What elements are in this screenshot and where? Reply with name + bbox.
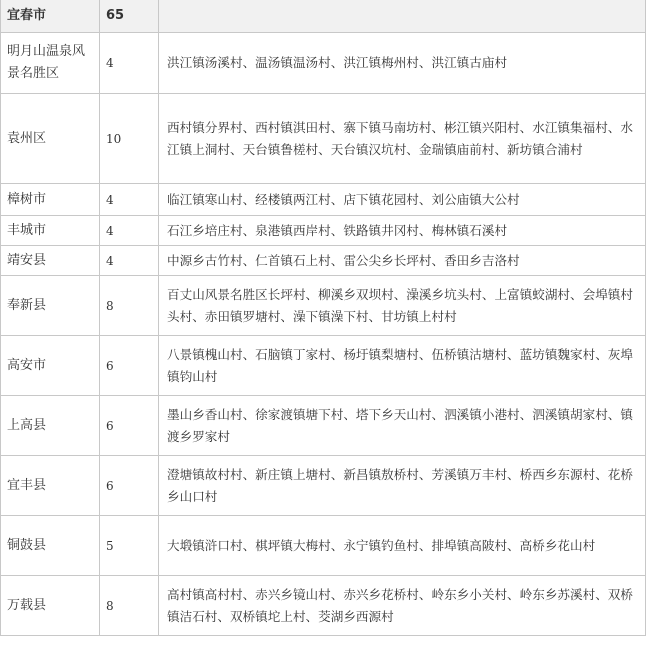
village-list-cell: 石江乡培庄村、泉港镇西岸村、铁路镇井冈村、梅林镇石溪村 (159, 216, 646, 246)
village-count-cell: 10 (100, 94, 159, 184)
district-name-cell: 奉新县 (1, 276, 100, 336)
table-row (1, 336, 646, 396)
district-name-cell: 高安市 (1, 336, 100, 396)
village-count-cell: 5 (100, 516, 159, 576)
city-summary-row (1, 0, 646, 33)
table-row (1, 456, 646, 516)
table-row (1, 216, 646, 246)
village-count-cell: 4 (100, 184, 159, 216)
table-row (1, 576, 646, 636)
village-count-cell: 4 (100, 246, 159, 276)
village-list-cell: 百丈山风景名胜区长坪村、柳溪乡双坝村、澡溪乡坑头村、上富镇蛟湖村、会埠镇村头村、赤田镇罗塘村、澡下镇澡下村、甘坊镇上村村 (159, 276, 646, 336)
district-name-cell: 袁州区 (1, 94, 100, 184)
table-row (1, 94, 646, 184)
table-row (1, 184, 646, 216)
village-list-cell: 大塅镇浒口村、棋坪镇大梅村、永宁镇钓鱼村、排埠镇高陂村、高桥乡花山村 (159, 516, 646, 576)
table-row (1, 396, 646, 456)
village-count-cell: 6 (100, 396, 159, 456)
district-name-cell: 宜丰县 (1, 456, 100, 516)
district-name-cell: 明月山温泉风景名胜区 (1, 33, 100, 94)
village-count-cell: 8 (100, 576, 159, 636)
village-list-cell: 西村镇分界村、西村镇淇田村、寨下镇马南坊村、彬江镇兴阳村、水江镇集福村、水江镇上洞村、天台镇鲁槎村、天台镇汉坑村、金瑞镇庙前村、新坊镇合浦村 (159, 94, 646, 184)
village-list-cell: 高村镇高村村、赤兴乡镜山村、赤兴乡花桥村、岭东乡小关村、岭东乡苏溪村、双桥镇洁石村、双桥镇坨上村、茭湖乡西源村 (159, 576, 646, 636)
village-list-cell: 八景镇槐山村、石脑镇丁家村、杨圩镇梨塘村、伍桥镇沽塘村、蓝坊镇魏家村、灰埠镇钧山村 (159, 336, 646, 396)
village-count-cell: 6 (100, 456, 159, 516)
district-name-cell: 上高县 (1, 396, 100, 456)
district-name-cell: 丰城市 (1, 216, 100, 246)
village-list-cell: 中源乡古竹村、仁首镇石上村、雷公尖乡长坪村、香田乡吉洛村 (159, 246, 646, 276)
district-name-cell: 万载县 (1, 576, 100, 636)
village-count-cell: 8 (100, 276, 159, 336)
village-list-body (1, 0, 646, 636)
table-row (1, 33, 646, 94)
city-villages-cell (159, 0, 646, 33)
village-count-cell: 4 (100, 33, 159, 94)
city-name-cell: 宜春市 (1, 0, 100, 33)
district-name-cell: 樟树市 (1, 184, 100, 216)
table-row (1, 246, 646, 276)
village-count-cell: 6 (100, 336, 159, 396)
village-count-cell: 4 (100, 216, 159, 246)
village-list-cell: 墨山乡香山村、徐家渡镇塘下村、塔下乡天山村、泗溪镇小港村、泗溪镇胡家村、镇渡乡罗家村 (159, 396, 646, 456)
table-row (1, 276, 646, 336)
village-list-cell: 洪江镇汤溪村、温汤镇温汤村、洪江镇梅州村、洪江镇古庙村 (159, 33, 646, 94)
table-row (1, 516, 646, 576)
village-list-cell: 临江镇寒山村、经楼镇两江村、店下镇花园村、刘公庙镇大公村 (159, 184, 646, 216)
city-total-cell: 65 (100, 0, 159, 33)
district-name-cell: 靖安县 (1, 246, 100, 276)
district-name-cell: 铜鼓县 (1, 516, 100, 576)
village-list-cell: 澄塘镇故村村、新庄镇上塘村、新昌镇敖桥村、芳溪镇万丰村、桥西乡东源村、花桥乡山口村 (159, 456, 646, 516)
